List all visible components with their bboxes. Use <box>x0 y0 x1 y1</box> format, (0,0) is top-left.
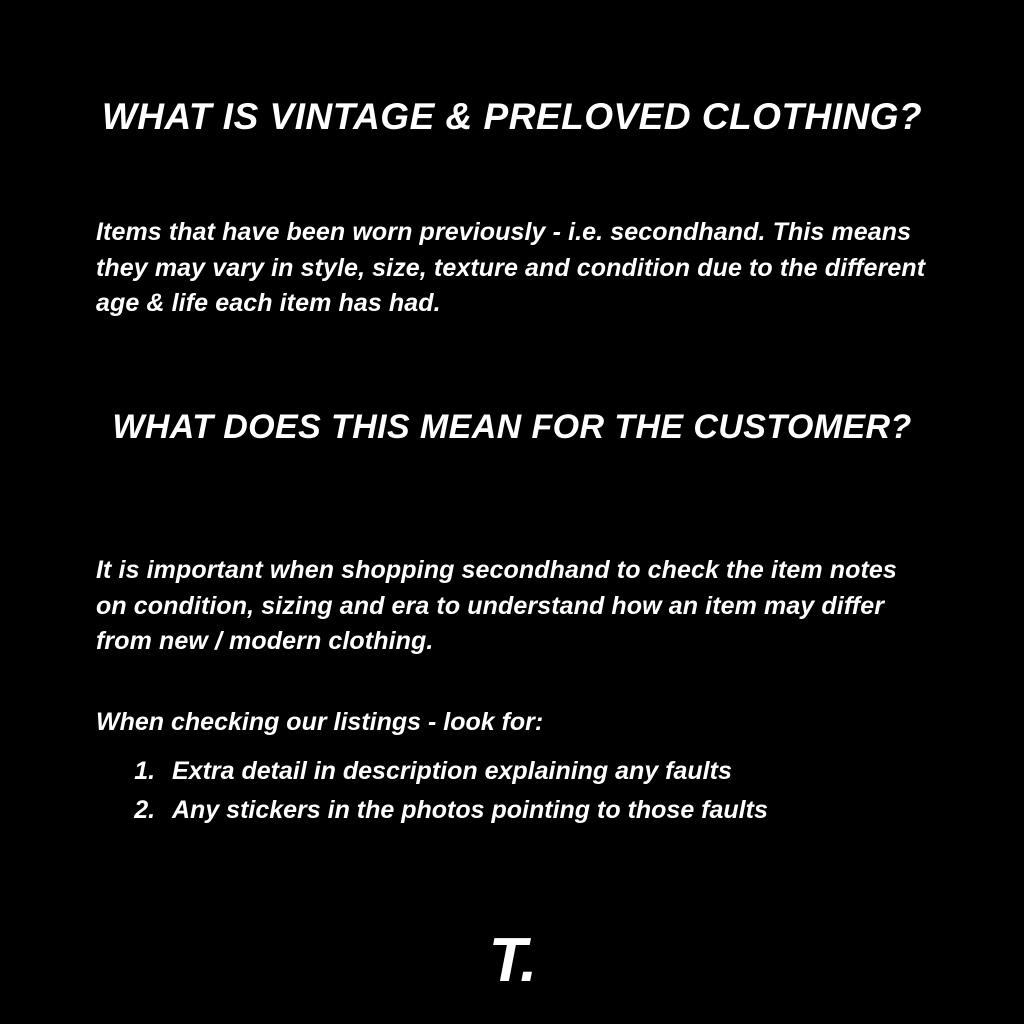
brand-logo: T. <box>488 926 536 995</box>
intro-paragraph: Items that have been worn previously - i.e. secondhand. This means they may vary in style, size, texture and condition due to the different age & life each item has had. <box>96 218 926 317</box>
list-item: 2. Any stickers in the photos pointing to those faults <box>162 791 956 830</box>
page-title: WHAT IS VINTAGE & PRELOVED CLOTHING? <box>101 95 923 137</box>
customer-guidance-paragraph: It is important when shopping secondhand to check the item notes on condition, sizing and era to understand how an item may differ from new / modern clothing. <box>96 556 897 655</box>
list-item: 1. Extra detail in description explaining any faults <box>162 752 956 791</box>
checklist-lead-in: When checking our listings - look for: <box>96 708 544 736</box>
section-heading: WHAT DOES THIS MEAN FOR THE CUSTOMER? <box>112 408 912 447</box>
checklist <box>96 752 956 830</box>
checklist-items <box>96 752 956 830</box>
